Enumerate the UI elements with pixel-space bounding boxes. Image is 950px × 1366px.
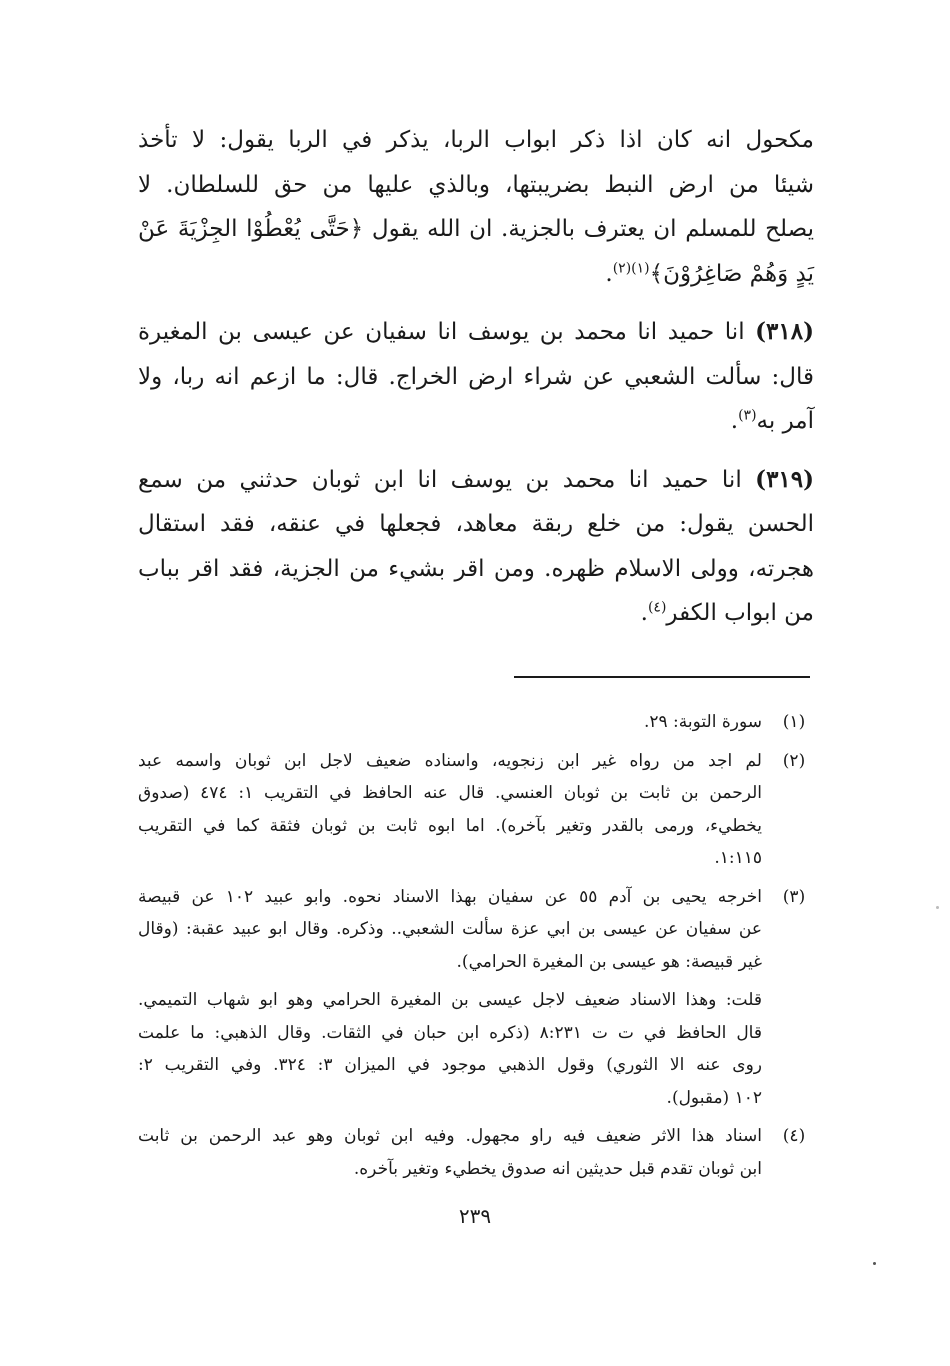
text-line: قال: سألت الشعبي عن شراء ارض الخراج. قال: ما ازعم انه ربا، ولا	[138, 363, 814, 390]
footnote-line: يخطيء، ورمى بالقدر وتغير بآخره). اما ابوه ثابت بن ثوبان فثقة كما في التقريب	[138, 815, 762, 836]
line-end-punct: .	[640, 600, 648, 626]
scan-speck	[936, 906, 939, 909]
footnote-3	[138, 881, 814, 1115]
line-end-punct: .	[605, 260, 613, 287]
footnote-line: لم اجد من رواه غير ابن زنجويه، واسناده ضعيف لاجل ابن ثوبان واسمه عبد	[138, 750, 762, 771]
footnote-line: اسناد هذا الاثر ضعيف فيه راو مجهول. وفيه ابن ثوبان وهو عبد الرحمن بن ثابت	[138, 1126, 762, 1146]
footnote-line: ابن ثوبان تقدم قبل حديثين انه صدوق يخطيء وتغير بآخره.	[353, 1158, 762, 1179]
footnote-reference: (٤)	[647, 599, 667, 616]
footnote-line: اخرجه يحيى بن آدم ٥٥ عن سفيان بهذا الاسناد نحوه. وابو عبيد ١٠٢ عن قبيصة	[138, 886, 763, 907]
paragraph-319	[138, 458, 814, 636]
text-line-last	[138, 252, 814, 297]
footnote-line: سورة التوبة: ٢٩.	[643, 712, 762, 732]
line-end-punct: .	[730, 408, 739, 434]
text-line-content: انا حميد انا محمد بن يوسف انا سفيان عن عيسى بن المغيرة	[138, 319, 745, 345]
footnote-line: ١:١١٥.	[714, 848, 762, 868]
text-line: الحسن يقول: من خلع ربقة معاهد، فجعلها في عنقه، فقد استقال	[138, 511, 814, 537]
footnote-2	[138, 745, 814, 875]
text-line-content: انا حميد انا محمد بن يوسف انا ابن ثوبان حدثني من سمع	[138, 466, 742, 493]
text-line-content: من ابواب الكفر	[666, 600, 814, 626]
page-number: ٢٣٩	[458, 1204, 492, 1228]
text-line-last	[138, 591, 814, 636]
footnote-line: قال الحافظ في ت ت ٨:٢٣١ (ذكره ابن حبان في الثقات. وقال الذهبي: ما علمت	[138, 1022, 762, 1043]
footnote-number: (٣)	[782, 886, 806, 907]
paragraph-318	[138, 310, 814, 444]
footnote-number: (٤)	[782, 1126, 806, 1146]
text-line: يصلح للمسلم ان يعترف بالجزية. ان الله يقول ﴿حَتَّى يُعْطُوْا الجِزْيَةَ عَنْ	[138, 216, 814, 242]
footnote-reference: (١)(٢)	[612, 259, 650, 276]
footnote-line: الرحمن بن ثابت بن ثوبان العنسي. قال عنه الحافظ في التقريب ١: ٤٧٤ (صدوق	[138, 783, 762, 803]
text-line: مكحول انه كان اذا ذكر ابواب الربا، يذكر في الربا يقول: لا تأخذ	[138, 127, 814, 153]
footnote-number: (٢)	[782, 750, 806, 771]
footnote-line: قلت: وهذا الاسناد ضعيف لاجل عيسى بن المغيرة الحرامي وهو ابو شهاب التميمي.	[138, 990, 762, 1010]
footnote-comment	[138, 984, 762, 1114]
text-line-content: يَدٍ وَهُمْ صَاغِرُوْنَ﴾	[649, 260, 814, 287]
main-text	[138, 118, 814, 650]
text-line: شيئا من ارض النبط بضريبتها، وبالذي عليها من حق للسلطان. لا	[138, 171, 814, 198]
text-line-last	[138, 399, 814, 444]
footnote-number: (١)	[782, 712, 806, 732]
text-line-content: آمر به	[756, 408, 814, 434]
footnote-divider	[514, 676, 810, 678]
footnote-4	[138, 1120, 814, 1185]
footnote-line: روى عنه الا الثوري) وقول الذهبي موجود في الميزان ٣: ٣٢٤. وفي التقريب ٢:	[138, 1055, 762, 1075]
scan-speck	[873, 1262, 876, 1265]
report-number: (٣١٩)	[755, 465, 815, 493]
paragraph-continuation	[138, 118, 814, 296]
footnote-reference: (٣)	[738, 407, 757, 424]
text-line: هجرته، وولى الاسلام ظهره. ومن اقر بشيء من الجزية، فقد اقر بباب	[138, 555, 814, 582]
footnotes	[138, 706, 814, 1191]
text-line	[138, 310, 814, 355]
footnote-line: ١٠٢ (مقبول).	[666, 1087, 762, 1108]
text-line	[138, 458, 814, 503]
footnote-1	[138, 706, 814, 739]
report-number: (٣١٨)	[755, 318, 814, 345]
footnote-line: غير قبيصة: هو عيسى بن المغيرة الحرامي).	[456, 951, 762, 972]
footnote-line: عن سفيان عن عيسى بن ابي عزة سألت الشعبي.. وذكره. وقال ابو عبيد عقبة: (وقال	[138, 919, 762, 939]
